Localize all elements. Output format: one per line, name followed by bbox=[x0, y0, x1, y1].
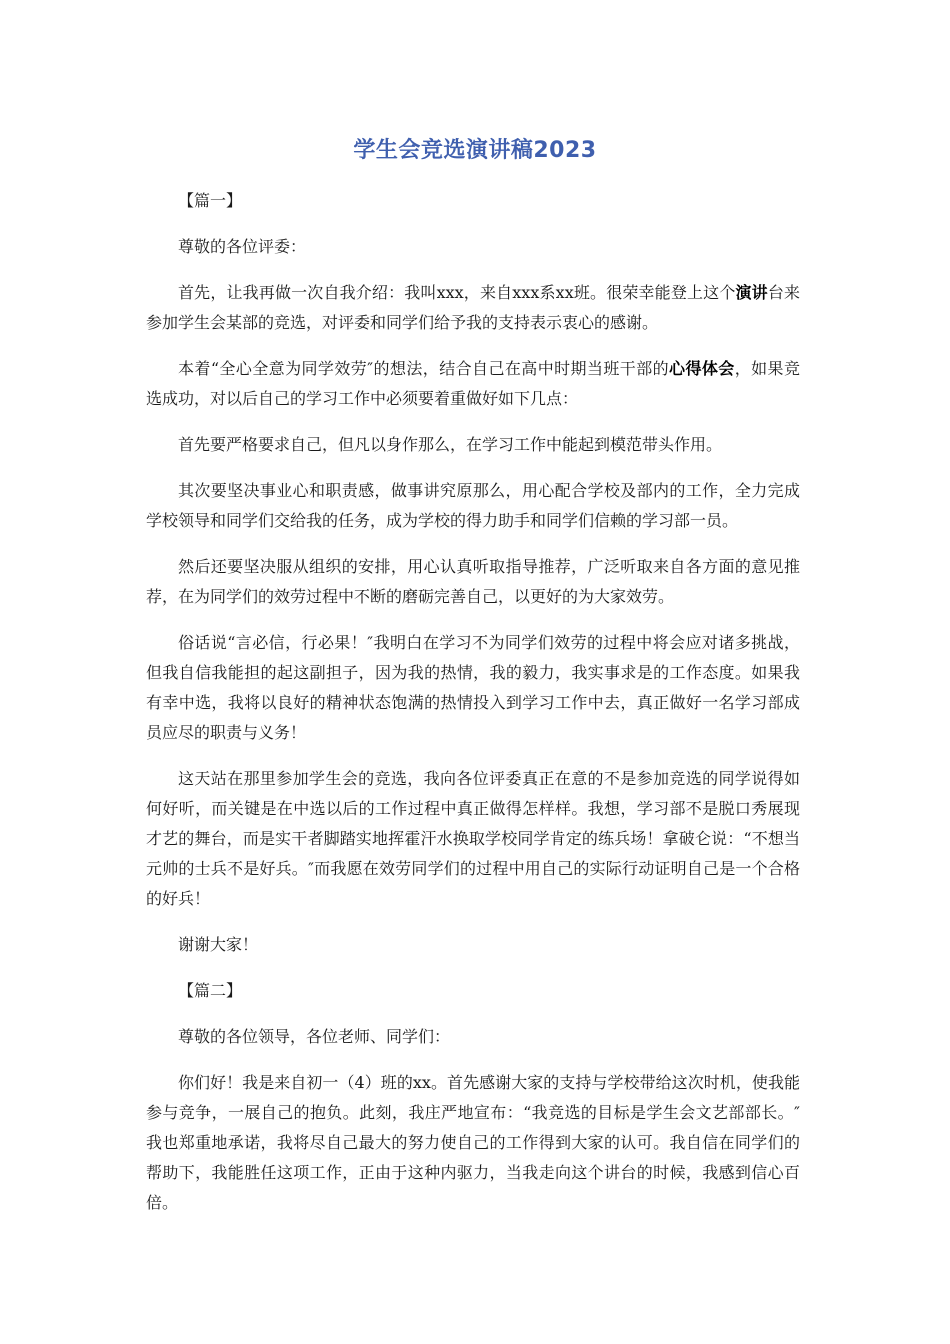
paragraph-proverb: 俗话说“言必信，行必果！″我明白在学习不为同学们效劳的过程中将会应对诸多挑战，但我自信我能担的起这副担子，因为我的热情，我的毅力，我实事求是的工作态度。如果我有幸中选，我将以良好的精神状态饱满的热情投入到学习工作中去，真正做好一名学习部成员应尽的职责与义务！ bbox=[146, 633, 800, 742]
document-title: 学生会竞选演讲稿2023 bbox=[353, 138, 597, 163]
paragraph-intro bbox=[146, 278, 800, 338]
paragraph-point-2: 其次要坚决事业心和职责感，做事讲究原那么，用心配合学校及部内的工作，全力完成学校领导和同学们交给我的任务，成为学校的得力助手和同学们信赖的学习部一员。 bbox=[146, 481, 800, 530]
document-body bbox=[146, 186, 800, 1234]
paragraph-today: 这天站在那里参加学生会的竞选，我向各位评委真正在意的不是参加竞选的同学说得如何好听，而关键是在中选以后的工作过程中真正做得怎样样。我想，学习部不是脱口秀展现才艺的舞台，而是实干者脚踏实地挥霍汗水换取学校同学肯定的练兵场！拿破仑说：“不想当元帅的士兵不是好兵。″而我愿在效劳同学们的过程中用自己的实际行动证明自己是一个合格的好兵！ bbox=[146, 769, 800, 908]
paragraph-intro-text-after: 台来参加学生会某部的竞选，对评委和同学们给予我的支持表示衷心的感谢。 bbox=[146, 283, 800, 332]
paragraph-part2-intro: 你们好！我是来自初一（4）班的xx。首先感谢大家的支持与学校带给这次时机，使我能参与竞争，一展自己的抱负。此刻，我庄严地宣布：“我竞选的目标是学生会文艺部部长。″我也郑重地承诺，我将尽自己最大的努力使自己的工作得到大家的认可。我自信在同学们的帮助下，我能胜任这项工作，正由于这种内驱力，当我走向这个讲台的时候，我感到信心百倍。 bbox=[146, 1073, 800, 1212]
bold-keyword-speech: 演讲 bbox=[735, 283, 768, 302]
paragraph-intent bbox=[146, 354, 800, 414]
bold-keyword-experience: 心得体会 bbox=[669, 359, 735, 378]
paragraph-point-1: 首先要严格要求自己，但凡以身作那么，在学习工作中能起到模范带头作用。 bbox=[178, 435, 723, 454]
closing-thanks: 谢谢大家！ bbox=[178, 935, 259, 954]
paragraph-point-3: 然后还要坚决服从组织的安排，用心认真听取指导推荐，广泛听取来自各方面的意见推荐，在为同学们的效劳过程中不断的磨砺完善自己，以更好的为大家效劳。 bbox=[146, 557, 800, 606]
paragraph-intent-text-before: 本着“全心全意为同学效劳″的想法，结合自己在高中时期当班干部的 bbox=[178, 359, 670, 378]
paragraph-intro-text-before: 首先，让我再做一次自我介绍：我叫xxx，来自xxx系xx班。很荣幸能登上这个 bbox=[178, 283, 736, 302]
section-heading-part1: 【篇一】 bbox=[178, 191, 243, 210]
salutation-part2: 尊敬的各位领导，各位老师、同学们： bbox=[178, 1027, 451, 1046]
paragraph-intent-text-after: ，如果竞选成功，对以后自己的学习工作中必须要着重做好如下几点： bbox=[146, 359, 800, 408]
section-heading-part2: 【篇二】 bbox=[178, 981, 243, 1000]
salutation-part1: 尊敬的各位评委： bbox=[178, 237, 307, 256]
